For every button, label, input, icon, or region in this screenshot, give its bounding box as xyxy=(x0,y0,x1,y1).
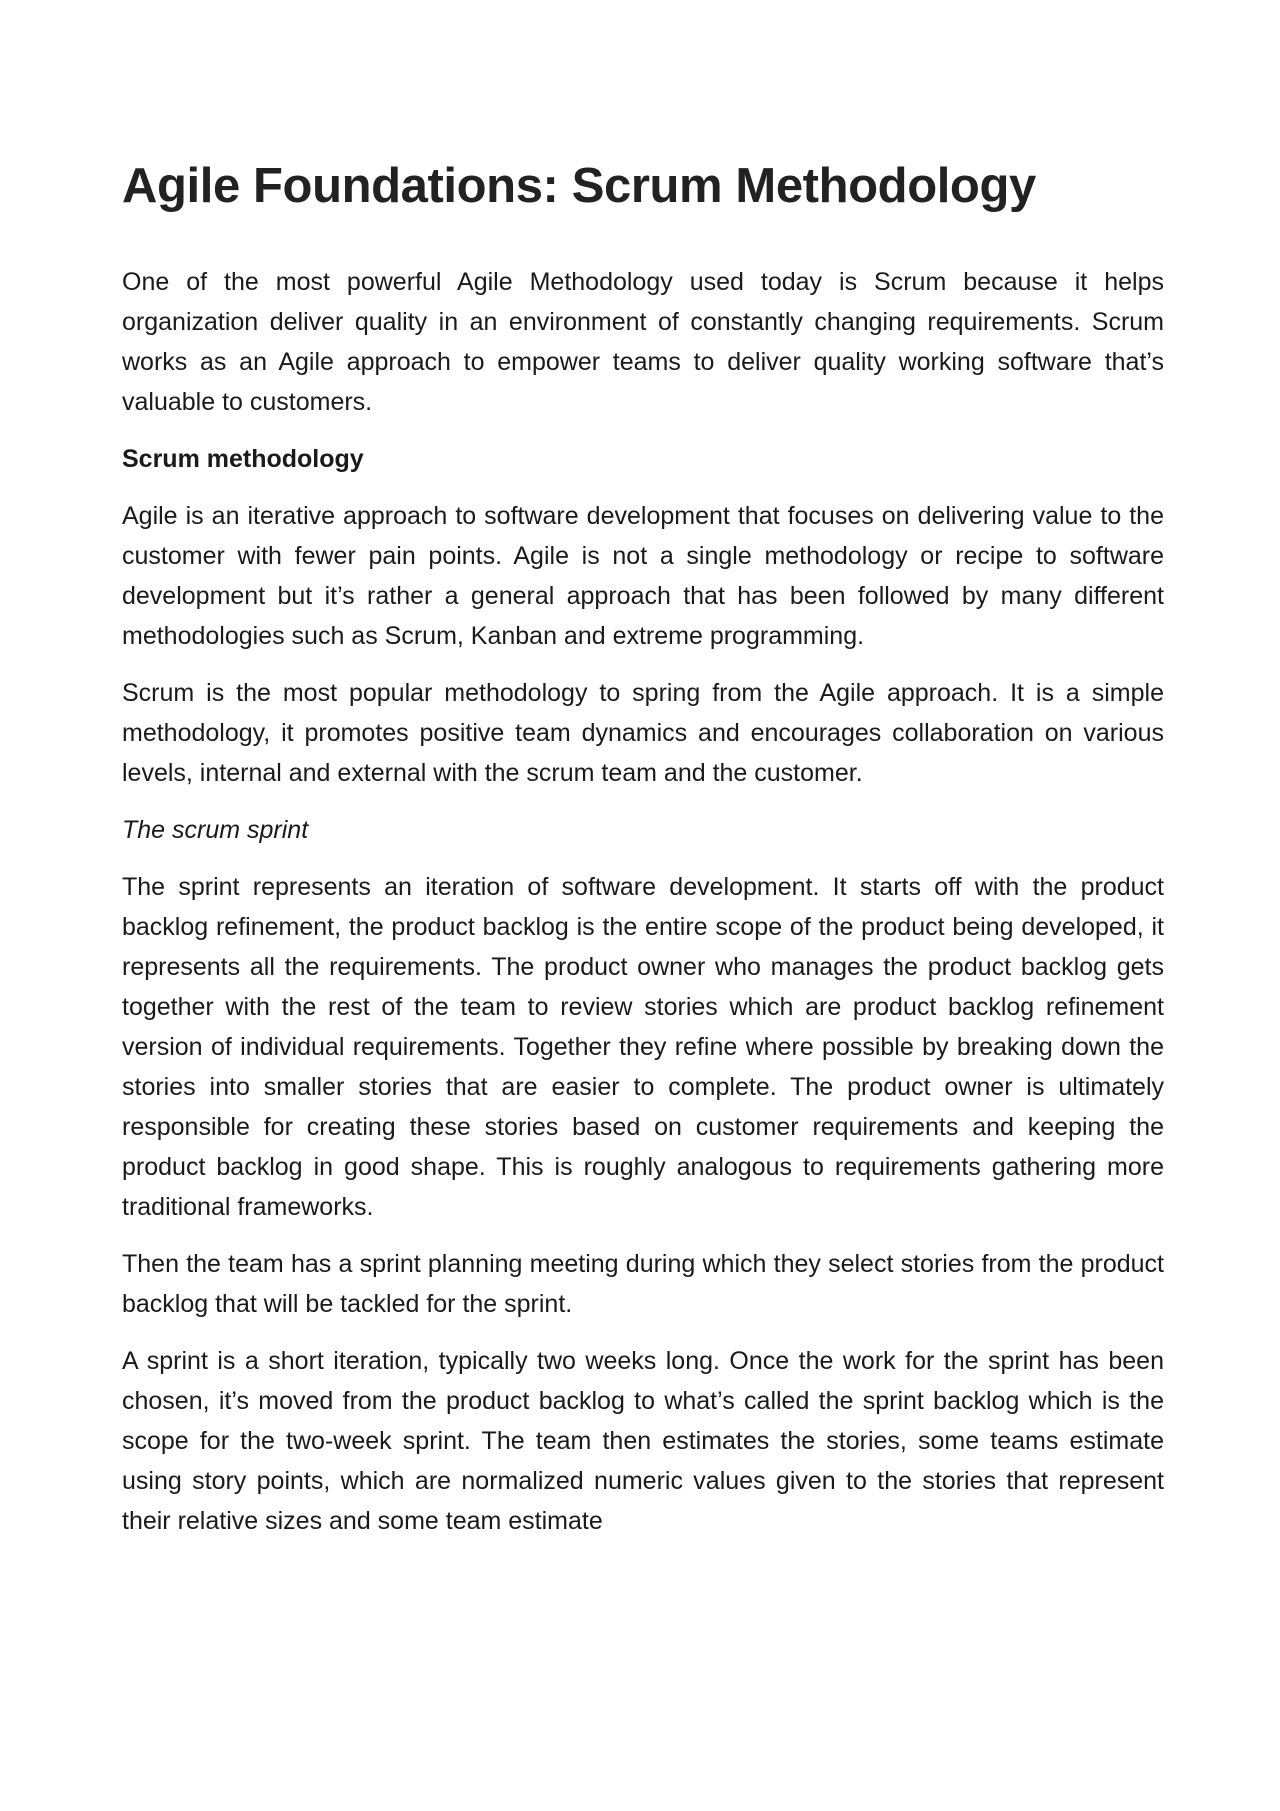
paragraph-sprint-iteration: The sprint represents an iteration of software development. It starts off with the product backlog refinement, the product backlog is the entire scope of the product being developed, it represents all the requirements. The product owner who manages the product backlog gets together with the rest of the team to review stories which are product backlog refinement version of individual requirements. Together they refine where possible by breaking down the stories into smaller stories that are easier to complete. The product owner is ultimately responsible for creating these stories based on customer requirements and keeping the product backlog in good shape. This is roughly analogous to requirements gathering more traditional frameworks. xyxy=(122,873,1164,1221)
paragraph-scrum-popular: Scrum is the most popular methodology to spring from the Agile approach. It is a simple methodology, it promotes positive team dynamics and encourages collaboration on various levels, internal and external with the scrum team and the customer. xyxy=(122,679,1164,787)
document-title: Agile Foundations: Scrum Methodology xyxy=(122,159,1036,213)
document-page xyxy=(122,150,1164,1558)
paragraph-agile-approach: Agile is an iterative approach to software development that focuses on delivering value to the customer with fewer pain points. Agile is not a single methodology or recipe to software development but it’s rather a general approach that has been followed by many different methodologies such as Scrum, Kanban and extreme programming. xyxy=(122,502,1164,650)
intro-paragraph: One of the most powerful Agile Methodology used today is Scrum because it helps organization deliver quality in an environment of constantly changing requirements. Scrum works as an Agile approach to empower teams to deliver quality working software that’s valuable to customers. xyxy=(122,268,1164,416)
paragraph-sprint-planning: Then the team has a sprint planning meeting during which they select stories from the product backlog that will be tackled for the sprint. xyxy=(122,1250,1164,1318)
section-heading-scrum-methodology: Scrum methodology xyxy=(122,445,364,473)
section-heading-scrum-sprint: The scrum sprint xyxy=(122,816,309,844)
paragraph-sprint-backlog: A sprint is a short iteration, typically two weeks long. Once the work for the sprint has been chosen, it’s moved from the product backlog to what’s called the sprint backlog which is the scope for the two-week sprint. The team then estimates the stories, some teams estimate using story points, which are normalized numeric values given to the stories that represent their relative sizes and some team estimate xyxy=(122,1347,1164,1535)
